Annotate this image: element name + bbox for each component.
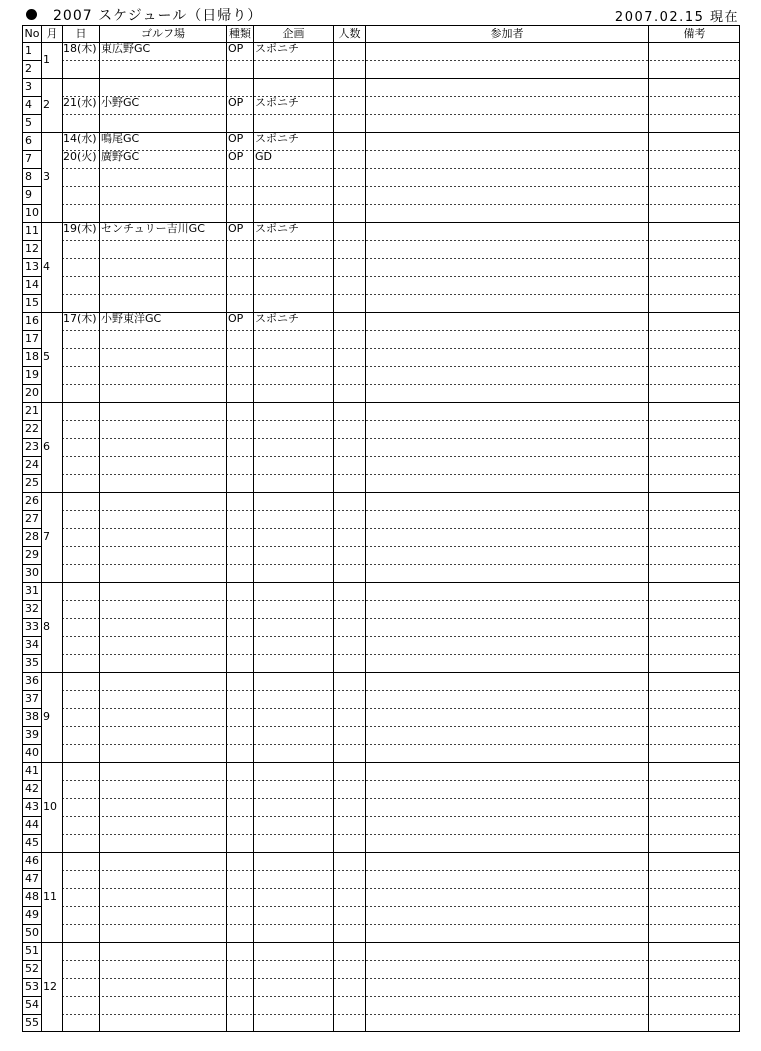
row-number: 26 — [25, 495, 39, 507]
row-number: 4 — [25, 99, 32, 111]
row-number: 38 — [25, 711, 39, 723]
row-number: 25 — [25, 477, 39, 489]
row-number: 42 — [25, 783, 39, 795]
row-number: 41 — [25, 765, 39, 777]
row-number: 1 — [25, 45, 32, 57]
bullet-icon — [26, 9, 37, 20]
row-number: 8 — [25, 171, 32, 183]
col-header-participants: 参加者 — [490, 28, 524, 40]
row-number: 39 — [25, 729, 39, 741]
row-number: 28 — [25, 531, 39, 543]
row-number: 52 — [25, 963, 39, 975]
row-number: 37 — [25, 693, 39, 705]
col-header-course: ゴルフ場 — [141, 28, 185, 40]
row-number: 50 — [25, 927, 39, 939]
month-label: 7 — [43, 531, 50, 543]
row-number: 9 — [25, 189, 32, 201]
entry-course: センチュリー吉川GC — [101, 223, 205, 235]
entry-plan: スポニチ — [255, 313, 299, 325]
row-number: 32 — [25, 603, 39, 615]
entry-plan: スポニチ — [255, 133, 299, 145]
row-number: 22 — [25, 423, 39, 435]
row-number: 20 — [25, 387, 39, 399]
col-header-count: 人数 — [338, 28, 361, 40]
row-number: 27 — [25, 513, 39, 525]
month-label: 4 — [43, 261, 50, 273]
month-label: 3 — [43, 171, 50, 183]
row-number: 34 — [25, 639, 39, 651]
entry-course: 小野GC — [101, 97, 140, 109]
col-header-month: 月 — [46, 28, 58, 40]
entry-day: 17(木) — [63, 313, 97, 325]
month-label: 6 — [43, 441, 50, 453]
row-number: 23 — [25, 441, 39, 453]
entry-type: OP — [228, 223, 244, 235]
month-label: 2 — [43, 99, 50, 111]
schedule-table — [22, 25, 740, 1032]
row-number: 21 — [25, 405, 39, 417]
row-number: 30 — [25, 567, 39, 579]
col-header-no: No — [24, 28, 40, 40]
row-number: 2 — [25, 63, 32, 75]
entry-day: 19(木) — [63, 223, 97, 235]
entry-day: 18(木) — [63, 43, 97, 55]
entry-course: 小野東洋GC — [101, 313, 162, 325]
row-number: 6 — [25, 135, 32, 147]
row-number: 55 — [25, 1017, 39, 1029]
row-number: 45 — [25, 837, 39, 849]
row-number: 10 — [25, 207, 39, 219]
entry-type: OP — [228, 97, 244, 109]
month-label: 9 — [43, 711, 50, 723]
row-number: 13 — [25, 261, 39, 273]
entry-plan: スポニチ — [255, 43, 299, 55]
row-number: 54 — [25, 999, 39, 1011]
entry-plan: GD — [255, 151, 272, 163]
row-number: 17 — [25, 333, 39, 345]
row-number: 48 — [25, 891, 39, 903]
row-number: 44 — [25, 819, 39, 831]
entry-type: OP — [228, 133, 244, 145]
row-number: 16 — [25, 315, 39, 327]
page-header — [0, 0, 761, 26]
entry-day: 14(水) — [63, 133, 97, 145]
row-number: 33 — [25, 621, 39, 633]
row-number: 40 — [25, 747, 39, 759]
row-number: 49 — [25, 909, 39, 921]
month-label: 5 — [43, 351, 50, 363]
row-number: 46 — [25, 855, 39, 867]
col-header-notes: 備考 — [683, 28, 706, 40]
entry-course: 東広野GC — [101, 43, 151, 55]
row-number: 14 — [25, 279, 39, 291]
entry-day: 21(水) — [63, 97, 97, 109]
entry-type: OP — [228, 313, 244, 325]
row-number: 11 — [25, 225, 39, 237]
as-of-date: 2007.02.15 現在 — [614, 10, 739, 25]
month-label: 11 — [43, 891, 57, 903]
row-number: 51 — [25, 945, 39, 957]
table-grid-lines — [22, 25, 740, 1032]
entry-type: OP — [228, 43, 244, 55]
entry-plan: スポニチ — [255, 223, 299, 235]
row-number: 43 — [25, 801, 39, 813]
row-number: 19 — [25, 369, 39, 381]
entry-day: 20(火) — [63, 151, 97, 163]
row-number: 36 — [25, 675, 39, 687]
month-label: 1 — [43, 54, 50, 66]
row-number: 18 — [25, 351, 39, 363]
month-label: 10 — [43, 801, 57, 813]
row-number: 47 — [25, 873, 39, 885]
month-label: 8 — [43, 621, 50, 633]
col-header-day: 日 — [75, 28, 87, 40]
row-number: 24 — [25, 459, 39, 471]
page-title: 2007 スケジュール（日帰り） — [53, 8, 263, 24]
row-number: 7 — [25, 153, 32, 165]
row-number: 12 — [25, 243, 39, 255]
row-number: 31 — [25, 585, 39, 597]
month-label: 12 — [43, 981, 57, 993]
col-header-type: 種類 — [229, 28, 251, 40]
entry-type: OP — [228, 151, 244, 163]
row-number: 5 — [25, 117, 32, 129]
row-number: 15 — [25, 297, 39, 309]
entry-plan: スポニチ — [255, 97, 299, 109]
entry-course: 鳴尾GC — [101, 133, 140, 145]
row-number: 29 — [25, 549, 39, 561]
entry-course: 廣野GC — [101, 151, 140, 163]
col-header-plan: 企画 — [282, 28, 305, 40]
row-number: 35 — [25, 657, 39, 669]
row-number: 53 — [25, 981, 39, 993]
row-number: 3 — [25, 81, 32, 93]
